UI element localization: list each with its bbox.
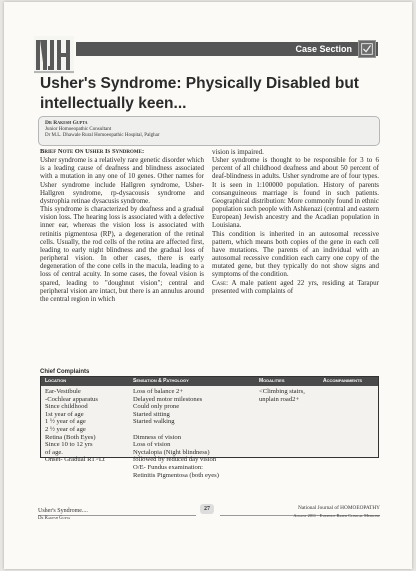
header-modalities: Modalities [259,378,285,384]
footer-journal-name: National Journal of HOMOEOPATHY [297,505,380,511]
table-cell: Delayed motor milestones [133,395,203,403]
table-cell: Nyctalopia (Night blindness) [133,448,210,456]
body-paragraph: vision is impaired. [212,148,264,156]
case-section-icon [358,40,376,58]
page-number: 27 [200,504,214,514]
case-section-header-bar [76,42,378,56]
table-cell: Could only prone [133,403,180,411]
table-cell: Started sitting [133,410,170,418]
body-paragraph: Usher syndrome is thought to be responsible for 3 to 6 percent of all childhood deafness and about 50 percent of deaf-blindness in adults. Usher syndrome are of four types. It is seen in 1:100000 population. History of parents consanguineous marriage is found in such patients. Geographical distribution: More commonly found in ethnic population such people with Ashkenazi (central and eastern European) Jewish ancestry and the Acadian population in Louisiana. [212,156,379,230]
table-cell: -Cochlear apparatus [45,395,98,403]
table-cell: Since childhood [45,403,88,411]
table-cell: unplain road2+ [259,395,300,403]
footer-issue-date: August 2011 - Evidence Based Clinical Medicine [293,513,380,518]
brief-note-heading: Brief Note On Usher Is Syndrome: [40,148,145,155]
body-paragraph: Usher syndrome is a relatively rare genetic disorder which is a leading cause of deafness and blindness associated with a mutation in any one of 10 genes. Other names for Usher syndrome include Hallgren syndrome, Usher-Hallgren syndrome, rp-dysacousis syndrome and dystrophia retinae dysacusis syndrome. [40,156,204,205]
section-label: Case Section [295,44,352,54]
footer-article-name: Usher's Syndrome.... [38,508,88,514]
author-box [38,116,380,146]
table-cell [133,426,219,434]
table-cell: Onset- Gradual RT>Lt [45,456,105,464]
table-header-row [41,377,378,386]
table-cell: Started walking [133,418,175,426]
header-sensation: Sensation & Pathology [133,378,189,384]
footer-left [38,508,88,522]
header-accompaniments: Accompaniments [323,378,363,384]
location-column [45,388,105,464]
modalities-column [259,388,305,403]
table-cell: Retinitis Pigmentosa (both eyes) [133,471,219,479]
body-paragraph: This syndrome is characterized by deafness and a gradual vision loss. The hearing loss is associated with a defective inner ear, whereas the vision loss is associated with retinitis pigmentosa (RP), a degeneration of the retinal cells. Usually, the rod cells of the retina are affected first, leading to early night blindness and the gradual loss of peripheral vision. In other cases, there is early degeneration of the cone cells in the macula, leading to a loss of central acuity. In some cases, the foveal vision is spared, leading to "doughnut vision"; central and peripheral vision are intact, but there is an annulus around the central region in which [40,205,204,303]
njh-logo-icon [34,36,74,74]
sensation-column [133,388,219,479]
table-cell: Dimness of vision [133,433,181,441]
author-name: Dr Rakesh Gupta [45,120,88,126]
table-cell: 1 ½ year of age [45,418,86,426]
table-cell: of age. [45,448,63,456]
table-cell: <Climbing stairs, [259,388,305,395]
author-affiliation: Dr M.L. Dhawale Rural Homoeopathic Hospital, Palghar [45,133,160,138]
body-paragraph: This condition is inherited in an autosomal recessive pattern, which means both copies of the gene in each cell have mutations. The parents of an individual with an autosomal recessive condition each carry one copy of the mutated gene, but they typically do not show signs and symptoms of the condition. [212,229,379,279]
table-cell: Loss of vision [133,441,171,449]
table-cell: Ear-Vestibule [45,388,81,395]
table-cell: 1st year of age [45,410,84,418]
case-paragraph [212,279,379,295]
footer-right [276,505,380,519]
author-designation: Junior Homoeopathic Consultant [45,126,112,132]
right-column [212,148,379,295]
header-location: Location [45,378,67,384]
chief-complaints-title: Chief Complaints [40,369,90,375]
table-cell: followed by reduced day vision [133,456,217,464]
case-text: A male patient aged 22 yrs, residing at Tarapur presented with complaints of [212,278,379,295]
table-cell: Since 10 to 12 yrs [45,441,93,449]
table-cell: Loss of balance 2+ [133,388,184,395]
left-column [40,148,204,303]
table-cell: 2 ½ year of age [45,425,86,433]
table-cell: O/E- Fundus examination: [133,463,203,471]
chief-complaints-table [40,376,379,479]
table-cell: Retina (Both Eyes) [45,433,96,441]
article-title: Usher's Syndrome: Physically Disabled but intellectually keen... [40,75,359,112]
footer-author: Dr Rakesh Gupta [38,516,71,521]
case-label: Case: [212,278,229,287]
